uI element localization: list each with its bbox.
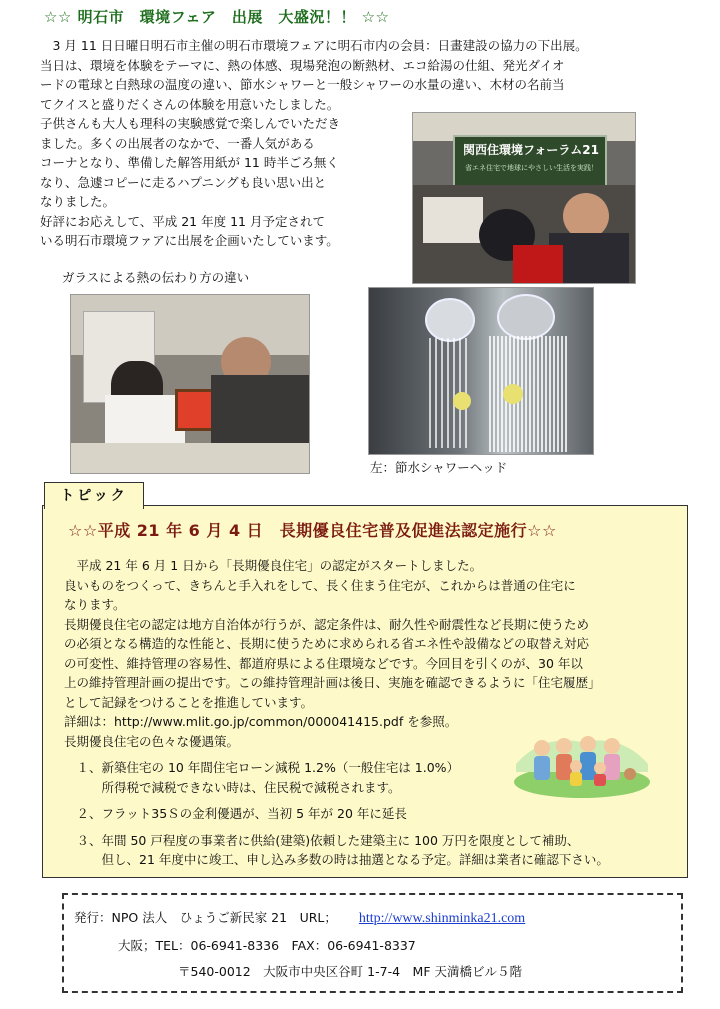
article-line: コーナとなり、準備した解答用紙が 11 時半ごろ無く	[40, 155, 339, 170]
article-line: ました。多くの出展者のなかで、一番人気がある	[40, 135, 315, 151]
topic-line: ３、年間 50 戸程度の事業者に供給(建築)依頼した建築主に 100 万円を限度として補助、	[64, 832, 580, 848]
topic-line: 長期優良住宅の色々な優遇策。	[64, 733, 240, 749]
glass-caption: ガラスによる熱の伝わり方の違い	[62, 270, 250, 285]
article-line: 子供さんも大人も理科の実験感覚で楽しんでいただき	[40, 116, 341, 131]
booth-photo	[412, 112, 636, 284]
article-line: なりました。	[40, 194, 116, 209]
topic-line: 上の維持管理計画の提出です。この維持管理計画は後日、実施を確認できるように「住宅履歴」	[64, 675, 601, 690]
footer-address: 〒540-0012 大阪市中央区谷町 1-7-4 MF 天満橋ビル５階	[178, 964, 522, 979]
footer-publisher	[74, 908, 525, 927]
glass-demo-photo	[70, 294, 310, 474]
family-illustration	[512, 724, 652, 798]
topic-body	[64, 556, 609, 870]
topic-line: 平成 21 年 6 月 1 日から「長期優良住宅」の認定がスタートしました。	[64, 558, 483, 573]
article-line: なり、急遽コピーに走るハプニングも良い思い出と	[40, 174, 327, 190]
article-line: ードの電球と白熱球の温度の違い、節水シャワーと一般シャワーの水量の違い、木材の名前当	[40, 77, 565, 92]
website-link[interactable]: http://www.shinminka21.com	[358, 911, 526, 926]
topic-line: なります。	[64, 597, 126, 612]
topic-line: 長期優良住宅の認定は地方自治体が行うが、認定条件は、耐久性や耐震性など長期に使うため	[64, 616, 590, 632]
topic-tab: トピック	[44, 482, 144, 509]
topic-line: 但し、21 年度中に竣工、申し込み多数の時は抽選となる予定。詳細は業者に確認下さい。	[64, 852, 609, 867]
footer-contact: 大阪；TEL：06-6941-8336 FAX：06-6941-8337	[118, 938, 416, 953]
booth-sign-subtext: 省エネ住宅で地球にやさしい生活を実践！	[465, 164, 598, 172]
article-line: 3 月 11 日日曜日明石市主催の明石市環境フェアに明石市内の会員：日畫建設の協力の下出展。	[40, 38, 588, 53]
topic-line: ２、フラット35Ｓの金利優遇が、当初 5 年が 20 年に延長	[64, 806, 407, 821]
shower-caption: 左：節水シャワーヘッド	[370, 460, 508, 475]
topic-line: １、新築住宅の 10 年間住宅ローン減税 1.2%（一般住宅は 1.0%）	[64, 760, 460, 775]
booth-sign-text: 関西住環境フォーラム21	[463, 143, 599, 157]
article-line: てクイスと盛りだくさんの体験を用意いたしました。	[40, 96, 340, 112]
topic-line: 詳細は：http://www.mlit.go.jp/common/000041415.pdf を参照。	[64, 714, 458, 729]
article-line: いる明石市環境ファアに出展を企画いたしています。	[40, 233, 339, 248]
topic-line: の可変性、維持管理の容易性、都道府県による住環境などです。今回目を引くのが、30 年以	[64, 655, 583, 671]
topic-title: ☆☆平成 21 年 6 月 4 日 長期優良住宅普及促進法認定施行☆☆	[68, 521, 557, 540]
shower-photo	[368, 287, 594, 455]
article-line: 好評にお応えして、平成 21 年度 11 月予定されて	[40, 213, 325, 229]
topic-line: の必須となる構造的な性能と、長期に使うために求められる省エネ性や設備などの取替え対応	[64, 636, 590, 651]
topic-line: 良いものをつくって、きちんと手入れをして、長く住まう住宅が、これからは普通の住宅に	[64, 577, 576, 593]
article-title: ☆☆ 明石市 環境フェア 出展 大盛況！！ ☆☆	[44, 8, 390, 26]
topic-line: 所得税で減税できない時は、住民税で減税されます。	[64, 779, 401, 795]
publisher-text: 発行：NPO 法人 ひょうご新民家 21 URL；	[74, 910, 337, 925]
article-line: 当日は、環境を体験をテーマに、熱の体感、現場発泡の断熱材、エコ給湯の仕組、発光ダイオ	[40, 57, 565, 73]
topic-line: として記録をつけることを推進しています。	[64, 694, 314, 710]
